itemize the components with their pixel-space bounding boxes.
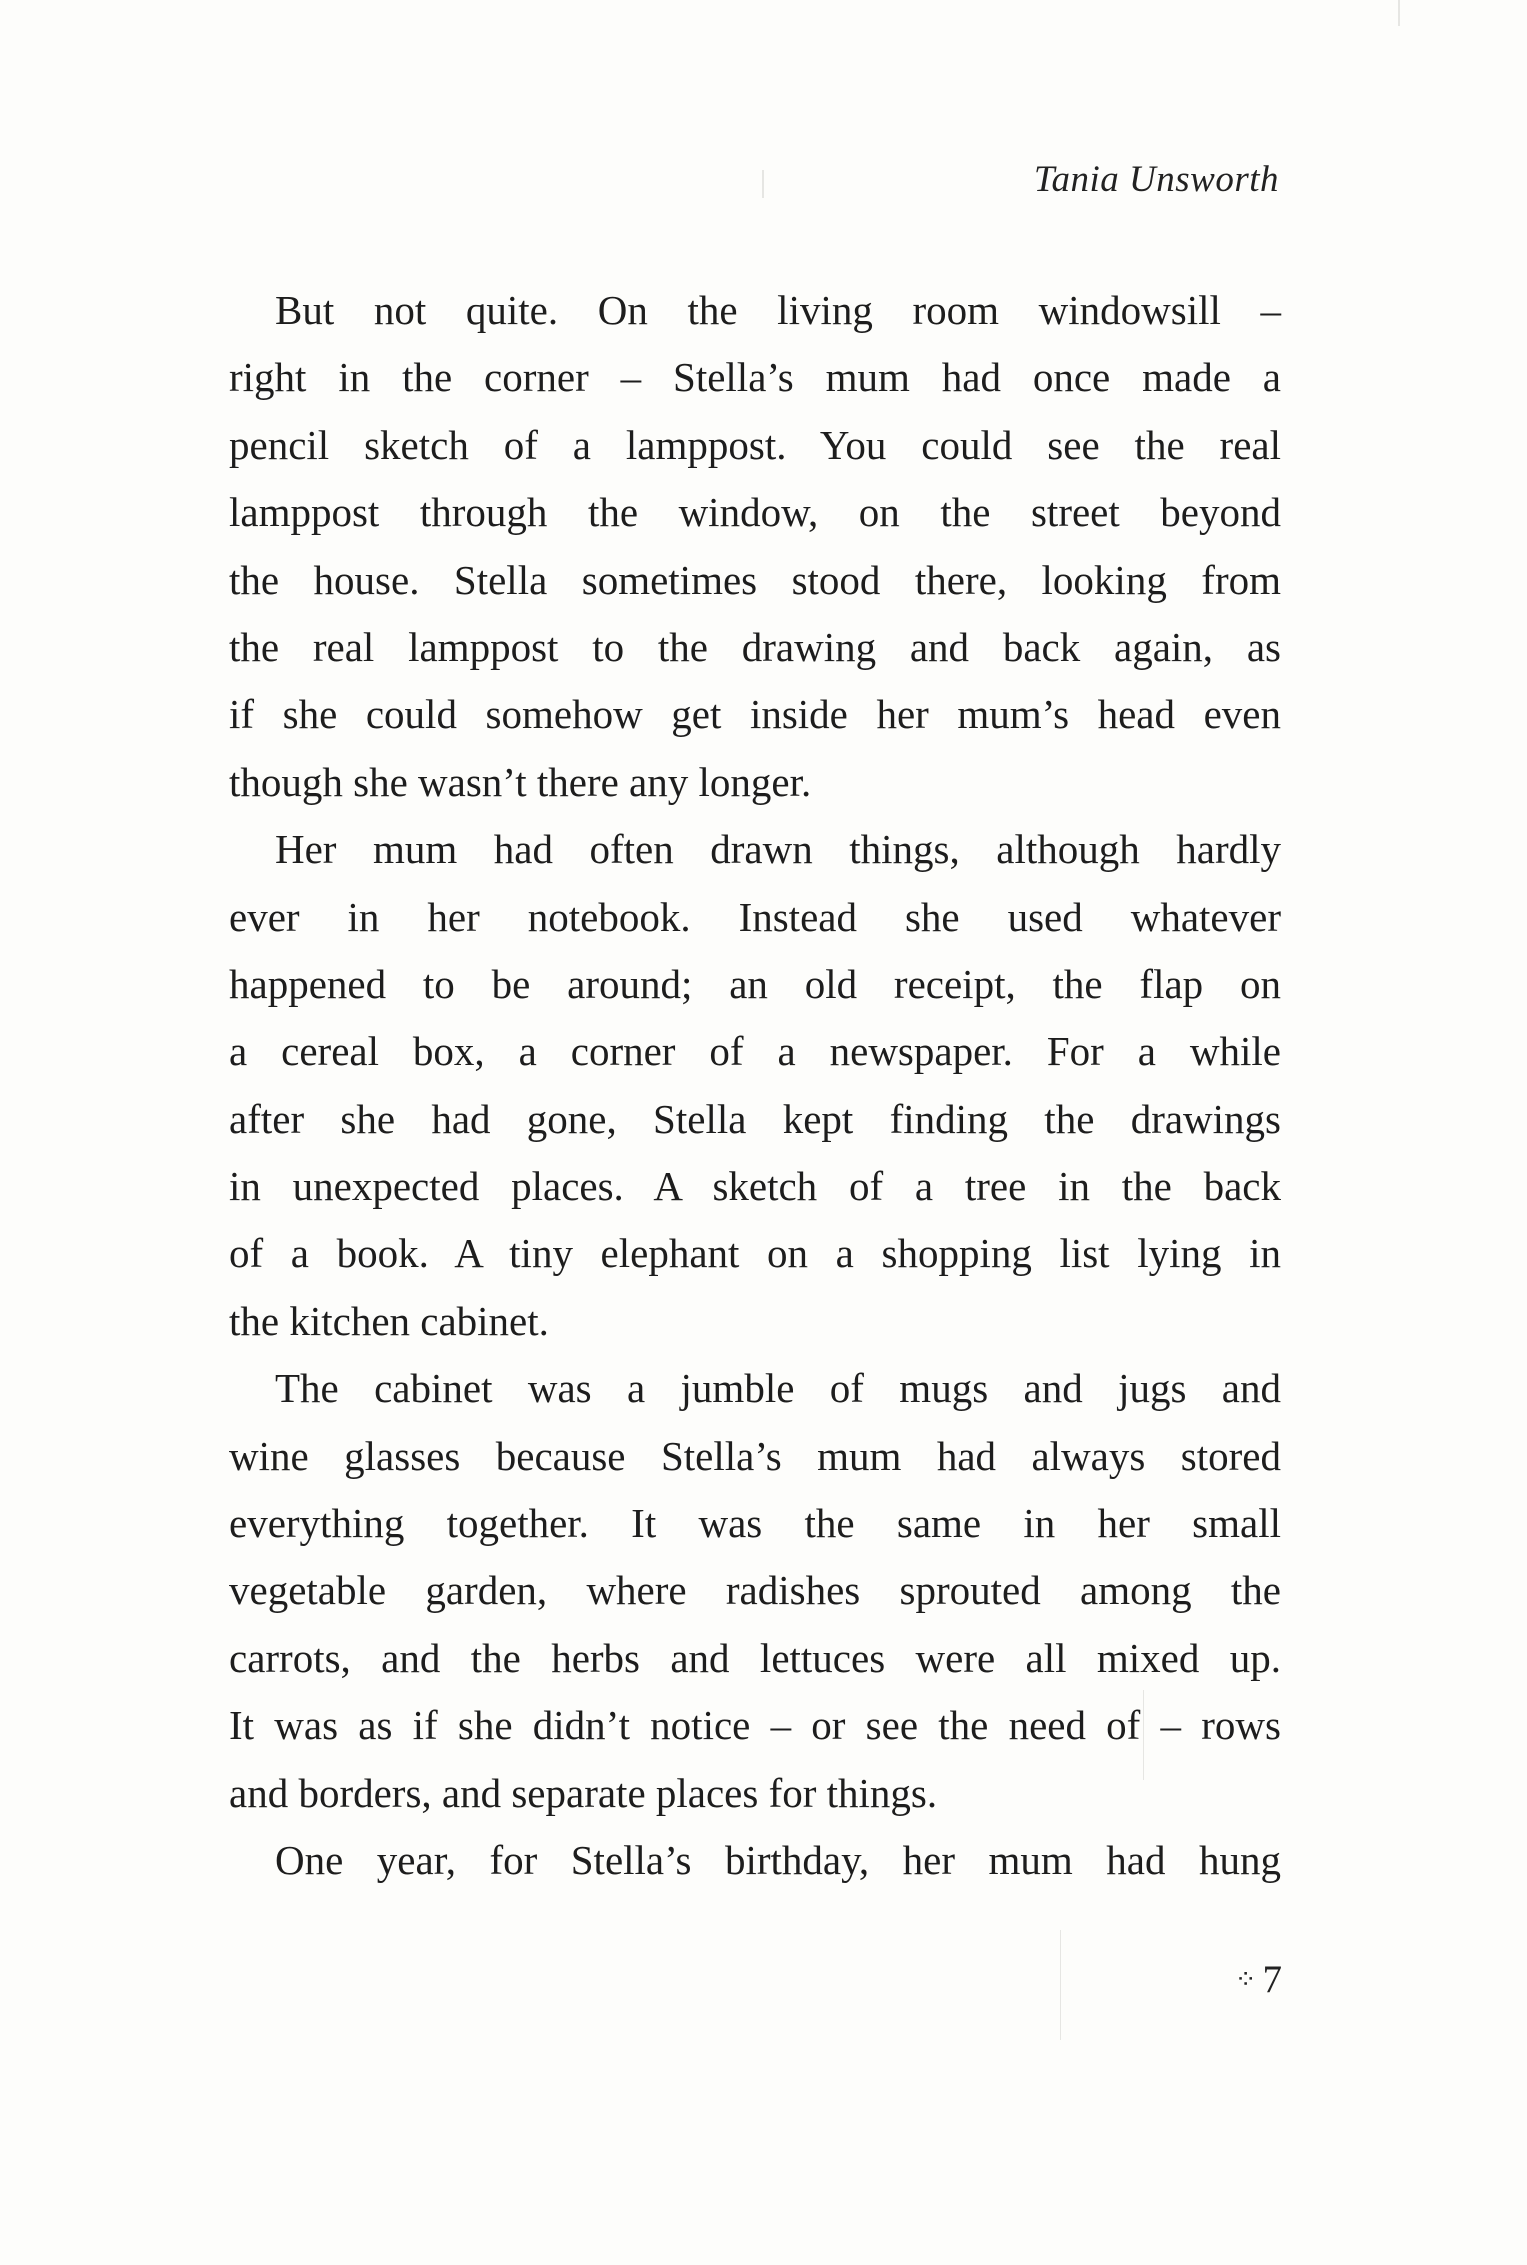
paragraph-1-line-8: though she wasn’t there any longer. (229, 758, 812, 805)
scan-mark (762, 170, 764, 198)
paragraph-1-line-3: pencil sketch of a lamppost. You could see the real (229, 421, 1281, 468)
running-head-author: Tania Unsworth (1033, 159, 1279, 200)
paragraph-2-line-5: after she had gone, Stella kept finding the drawings (229, 1095, 1281, 1142)
paragraph-2-line-1: Her mum had often drawn things, although hardly (275, 826, 1281, 873)
paragraph-1-line-1: But not quite. On the living room windowsill – (275, 287, 1281, 333)
paragraph-3-line-1: The cabinet was a jumble of mugs and jugs and (275, 1365, 1281, 1412)
paragraph-1-line-4: lamppost through the window, on the street beyond (229, 489, 1281, 536)
paragraph-3-line-6: It was as if she didn’t notice – or see the need of – rows (229, 1702, 1281, 1749)
paragraph-1-line-5: the house. Stella sometimes stood there, looking from (229, 556, 1281, 603)
folio-ornament: ⁘ (1234, 1965, 1257, 1994)
paragraph-2-line-3: happened to be around; an old receipt, the flap on (229, 960, 1281, 1007)
page-number: 7 (1262, 1958, 1282, 2001)
paragraph-3-line-4: vegetable garden, where radishes sprouted among the (229, 1567, 1281, 1614)
paragraph-3-line-2: wine glasses because Stella’s mum had always stored (229, 1432, 1281, 1479)
paragraph-2-line-6: in unexpected places. A sketch of a tree in the back (229, 1163, 1281, 1210)
page-folio (1235, 1957, 1282, 2002)
paragraph-2-line-4: a cereal box, a corner of a newspaper. For a while (229, 1028, 1281, 1075)
paragraph-3-line-5: carrots, and the herbs and lettuces were all mixed up. (229, 1634, 1281, 1681)
paragraph-1-line-7: if she could somehow get inside her mum’s head even (229, 691, 1281, 738)
paragraph-1-line-2: right in the corner – Stella’s mum had once made a (229, 354, 1281, 401)
paragraph-3-line-7: and borders, and separate places for things. (229, 1769, 938, 1816)
paragraph-2-line-8: the kitchen cabinet. (229, 1297, 549, 1344)
paragraph-3-line-3: everything together. It was the same in her small (229, 1500, 1281, 1547)
body-text (229, 277, 1281, 1894)
scan-mark (1143, 1690, 1144, 1780)
paragraph-2-line-7: of a book. A tiny elephant on a shopping list lying in (229, 1230, 1281, 1277)
paragraph-2-line-2: ever in her notebook. Instead she used whatever (229, 893, 1281, 940)
scan-mark (1398, 0, 1400, 26)
paragraph-4-line-1: One year, for Stella’s birthday, her mum had hung (275, 1836, 1281, 1883)
paragraph-1-line-6: the real lamppost to the drawing and back again, as (229, 623, 1281, 670)
scan-mark (1060, 1930, 1061, 2040)
